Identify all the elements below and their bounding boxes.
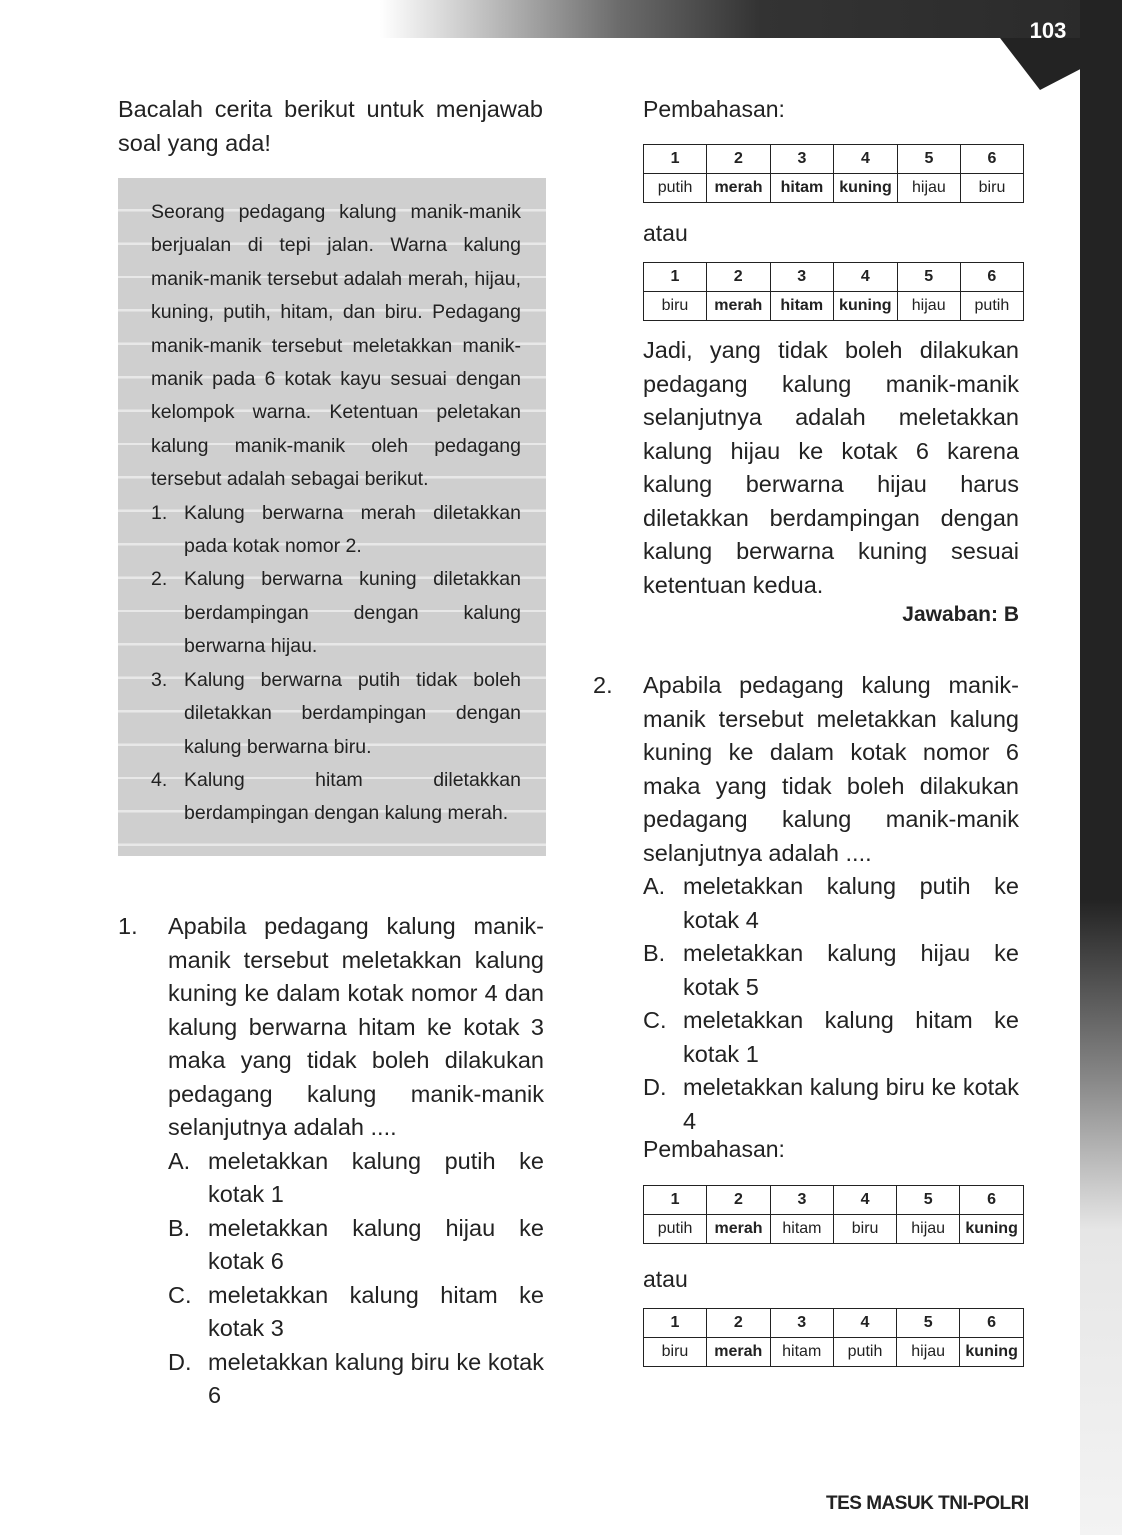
header-band bbox=[0, 0, 1122, 38]
question-text: Apabila pedagang kalung manik-manik tersebut meletakkan kalung kuning ke dalam kotak nomor 6 maka yang tidak boleh dilakukan pedagang kalung manik-manik selanjutnya adalah .... bbox=[643, 672, 1019, 866]
arrangement-table: 1 2 3 4 5 6 biru merah hitam kuning hijau putih bbox=[643, 262, 1024, 321]
option-b: B. meletakkan kalung hijau ke kotak 6 bbox=[168, 1214, 544, 1274]
atau-label: atau bbox=[643, 1266, 688, 1292]
rule-number: 2. bbox=[151, 568, 168, 591]
explanation-text: Jadi, yang tidak boleh dilakukan pedagang kalung manik-manik selanjutnya adalah meletakkan kalung hijau ke kotak 6 karena kalung berwarna hijau harus diletakkan berdampingan dengan kalung berwarna kuning sesuai ketentuan kedua. bbox=[643, 337, 1019, 598]
story-rule bbox=[151, 563, 521, 663]
intro-text: Bacalah cerita berikut untuk menjawab soal yang ada! bbox=[118, 96, 543, 156]
rule-number: 1. bbox=[151, 501, 168, 524]
arrangement-table: 1 2 3 4 5 6 putih merah hitam biru hijau kuning bbox=[643, 1185, 1024, 1244]
rule-number: 4. bbox=[151, 768, 168, 791]
pembahasan-label: Pembahasan: bbox=[643, 96, 785, 122]
option-d: D. meletakkan kalung biru ke kotak 6 bbox=[168, 1348, 544, 1408]
rule-text: Kalung berwarna merah diletakkan pada kotak nomor 2. bbox=[184, 501, 521, 558]
story-paragraph: Seorang pedagang kalung manik-manik berjualan di tepi jalan. Warna kalung manik-manik tersebut adalah merah, hijau, kuning, putih, hitam, dan biru. Pedagang manik-manik tersebut meletakkan manik-manik pada 6 kotak kayu sesuai dengan kelompok warna. Ketentuan peletakan kalung manik-manik oleh pedagang tersebut adalah sebagai berikut. bbox=[151, 201, 521, 491]
arrangement-table: 1 2 3 4 5 6 putih merah hitam kuning hijau biru bbox=[643, 144, 1024, 203]
page-number: 103 bbox=[1029, 18, 1067, 43]
question-number: 1. bbox=[118, 913, 138, 939]
rule-text: Kalung berwarna kuning diletakkan berdampingan dengan kalung berwarna hijau. bbox=[184, 568, 521, 658]
option-c: C. meletakkan kalung hitam ke kotak 1 bbox=[643, 1007, 1019, 1067]
side-band bbox=[1080, 0, 1122, 1535]
story-rule bbox=[151, 764, 521, 831]
story-rule bbox=[151, 497, 521, 564]
footer-title: TES MASUK TNI-POLRI bbox=[826, 1493, 1029, 1514]
option-a: A. meletakkan kalung putih ke kotak 4 bbox=[643, 873, 1019, 933]
option-c: C. meletakkan kalung hitam ke kotak 3 bbox=[168, 1281, 544, 1341]
question-1 bbox=[118, 910, 544, 1413]
option-a: A. meletakkan kalung putih ke kotak 1 bbox=[168, 1147, 544, 1207]
option-d: D. meletakkan kalung biru ke kotak 4 bbox=[643, 1074, 1019, 1134]
question-number: 2. bbox=[593, 672, 613, 698]
option-b: B. meletakkan kalung hijau ke kotak 5 bbox=[643, 940, 1019, 1000]
story-box bbox=[118, 178, 546, 856]
arrangement-table: 1 2 3 4 5 6 biru merah hitam putih hijau kuning bbox=[643, 1308, 1024, 1367]
question-2 bbox=[593, 669, 1019, 1138]
answer-label: Jawaban: B bbox=[902, 603, 1019, 626]
rule-text: Kalung berwarna putih tidak boleh diletakkan berdampingan dengan kalung berwarna biru. bbox=[184, 668, 521, 758]
story-rule bbox=[151, 664, 521, 764]
rule-number: 3. bbox=[151, 668, 168, 691]
atau-label: atau bbox=[643, 220, 688, 246]
rule-text: Kalung hitam diletakkan berdampingan dengan kalung merah. bbox=[184, 768, 521, 825]
question-text: Apabila pedagang kalung manik-manik tersebut meletakkan kalung kuning ke dalam kotak nomor 4 dan kalung berwarna hitam ke kotak 3 maka yang tidak boleh dilakukan pedagang kalung manik-manik selanjutnya adalah .... bbox=[168, 913, 544, 1140]
pembahasan-label: Pembahasan: bbox=[643, 1136, 785, 1162]
